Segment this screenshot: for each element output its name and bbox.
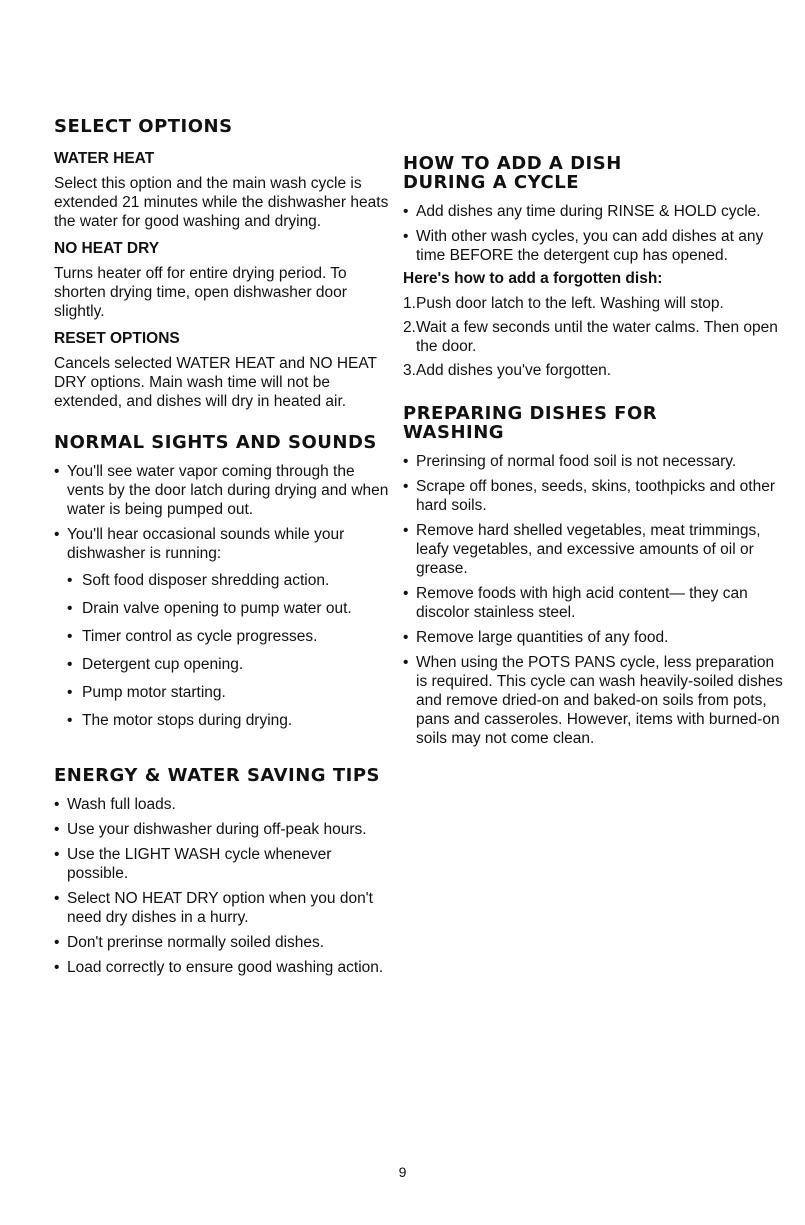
list-item: • Detergent cup opening. — [67, 655, 389, 674]
normal-sights-heading: NORMAL SIGHTS AND SOUNDS — [54, 432, 377, 453]
select-options-heading: SELECT OPTIONS — [54, 116, 233, 137]
right-column — [403, 0, 788, 754]
list-item: • Remove hard shelled vegetables, meat trimmings, leafy vegetables, and excessive amounts of oil or grease. — [403, 521, 788, 578]
list-item: • Remove foods with high acid content— they can discolor stainless steel. — [403, 584, 788, 622]
list-item: • With other wash cycles, you can add dishes at any time BEFORE the detergent cup has opened. — [403, 227, 788, 265]
forgotten-dish-subheading: Here's how to add a forgotten dish: — [403, 270, 663, 287]
list-item: • Scrape off bones, seeds, skins, toothpicks and other hard soils. — [403, 477, 788, 515]
list-item: • Use your dishwasher during off-peak hours. — [54, 820, 389, 839]
list-item: • Wash full loads. — [54, 795, 389, 814]
page-number: 9 — [398, 1164, 407, 1180]
list-item: • Soft food disposer shredding action. — [67, 571, 389, 590]
preparing-list — [403, 452, 788, 748]
energy-tips-list — [54, 795, 389, 977]
step-item: 2.Wait a few seconds until the water calms. Then open the door. — [403, 319, 778, 355]
reset-options-text: Cancels selected WATER HEAT and NO HEAT DRY options. Main wash time will not be extended, and dishes will dry in heated air. — [54, 355, 377, 410]
list-item: • Use the LIGHT WASH cycle whenever possible. — [54, 845, 389, 883]
list-item: • Select NO HEAT DRY option when you don't need dry dishes in a hurry. — [54, 889, 389, 927]
reset-options-title: RESET OPTIONS — [54, 330, 180, 347]
left-column — [54, 0, 389, 983]
water-heat-text: Select this option and the main wash cycle is extended 21 minutes while the dishwasher heats the water for good washing and drying. — [54, 175, 389, 230]
step-item: 1.Push door latch to the left. Washing will stop. — [403, 295, 724, 312]
add-dish-steps — [403, 294, 788, 380]
list-item: • Timer control as cycle progresses. — [67, 627, 389, 646]
list-item: • Prerinsing of normal food soil is not necessary. — [403, 452, 788, 471]
no-heat-dry-title: NO HEAT DRY — [54, 240, 160, 257]
list-item: • When using the POTS PANS cycle, less preparation is required. This cycle can wash heavily-soiled dishes and remove dried-on and baked-on soils from pots, pans and casseroles. However, items with burned-on soils may not come clean. — [403, 653, 788, 748]
water-heat-title: WATER HEAT — [54, 150, 155, 167]
add-dish-heading: HOW TO ADD A DISH DURING A CYCLE — [403, 153, 622, 193]
list-item: • You'll see water vapor coming through the vents by the door latch during drying and when water is being pumped out. — [54, 462, 389, 519]
no-heat-dry-text: Turns heater off for entire drying period. To shorten drying time, open dishwasher door slightly. — [54, 265, 347, 320]
list-item: • The motor stops during drying. — [67, 711, 389, 730]
normal-sights-list — [54, 462, 389, 563]
preparing-heading: PREPARING DISHES FOR WASHING — [403, 403, 658, 443]
add-dish-list — [403, 202, 788, 265]
energy-tips-heading: ENERGY & WATER SAVING TIPS — [54, 765, 380, 786]
list-item: • Drain valve opening to pump water out. — [67, 599, 389, 618]
list-item: • Load correctly to ensure good washing action. — [54, 958, 389, 977]
step-item: 3.Add dishes you've forgotten. — [403, 362, 612, 379]
sounds-sublist — [54, 571, 389, 730]
list-item: • Add dishes any time during RINSE & HOLD cycle. — [403, 202, 788, 221]
list-item: • Remove large quantities of any food. — [403, 628, 788, 647]
list-item: • Don't prerinse normally soiled dishes. — [54, 933, 389, 952]
list-item: • Pump motor starting. — [67, 683, 389, 702]
list-item: • You'll hear occasional sounds while your dishwasher is running: — [54, 525, 389, 563]
